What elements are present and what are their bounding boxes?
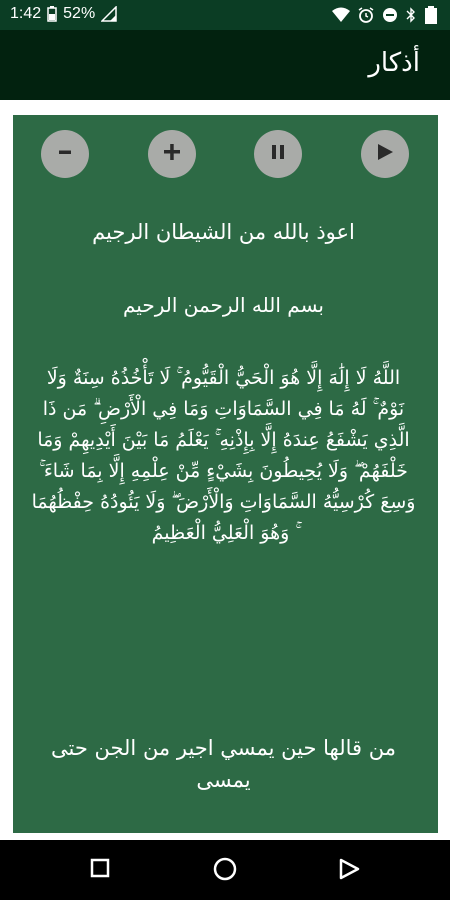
do-not-disturb-icon — [382, 7, 398, 23]
taawudh-text: اعوذ بالله من الشيطان الرجيم — [92, 220, 355, 244]
app-title: أذكار — [368, 48, 420, 78]
wifi-icon — [332, 7, 350, 23]
battery-icon — [47, 6, 57, 22]
square-icon — [88, 865, 112, 884]
pause-icon — [268, 142, 288, 166]
pause-button[interactable] — [254, 130, 302, 178]
back-button[interactable] — [336, 856, 362, 886]
recents-button[interactable] — [88, 856, 112, 884]
plus-icon — [161, 141, 183, 167]
circle-icon — [212, 867, 238, 886]
navigation-bar — [0, 840, 450, 900]
minus-icon — [55, 142, 75, 166]
battery-status-icon — [424, 5, 438, 25]
app-bar — [0, 30, 450, 100]
basmala-text: بسم الله الرحمن الرحيم — [122, 293, 324, 317]
triangle-back-icon — [336, 867, 362, 886]
status-time: 1:42 — [10, 5, 42, 22]
cell-signal-icon — [101, 6, 117, 22]
bluetooth-icon — [406, 7, 416, 23]
play-icon — [374, 141, 396, 167]
decrease-font-button[interactable] — [41, 130, 89, 178]
virtue-note-text: من قالها حين يمسي اجير من الجن حتى يمسى — [51, 736, 396, 792]
ayat-al-kursi-text: اللَّهُ لَا إِلَٰهَ إِلَّا هُوَ الْحَيُّ الْقَيُّومُ ۚ لَا تَأْخُذُهُ سِنَةٌ وَلَا نَوْمٌ ۚ لَهُ مَا فِي السَّمَاوَاتِ وَمَا فِي الْأَرْضِ ۗ مَن ذَا الَّذِي يَشْفَعُ عِندَهُ إِلَّا بِإِذْنِهِ ۚ يَعْلَمُ مَا بَيْنَ أَيْدِيهِمْ وَمَا خَلْفَهُمْ ۖ وَلَا يُحِيطُونَ بِشَيْءٍ مِّنْ عِلْمِهِ إِلَّا بِمَا شَاءَ ۚ وَسِعَ كُرْسِيُّهُ السَّمَاوَاتِ وَالْأَرْضَ ۖ وَلَا يَئُودُهُ حِفْظُهُمَا ۚ وَهُوَ الْعَلِيُّ الْعَظِيمُ — [31, 367, 416, 544]
playback-controls — [13, 130, 438, 180]
battery-percent: 52% — [63, 5, 96, 22]
home-button[interactable] — [212, 856, 238, 886]
increase-font-button[interactable] — [148, 130, 196, 178]
play-button[interactable] — [361, 130, 409, 178]
content-card — [13, 115, 438, 833]
alarm-icon — [358, 7, 374, 23]
status-bar — [0, 0, 450, 30]
